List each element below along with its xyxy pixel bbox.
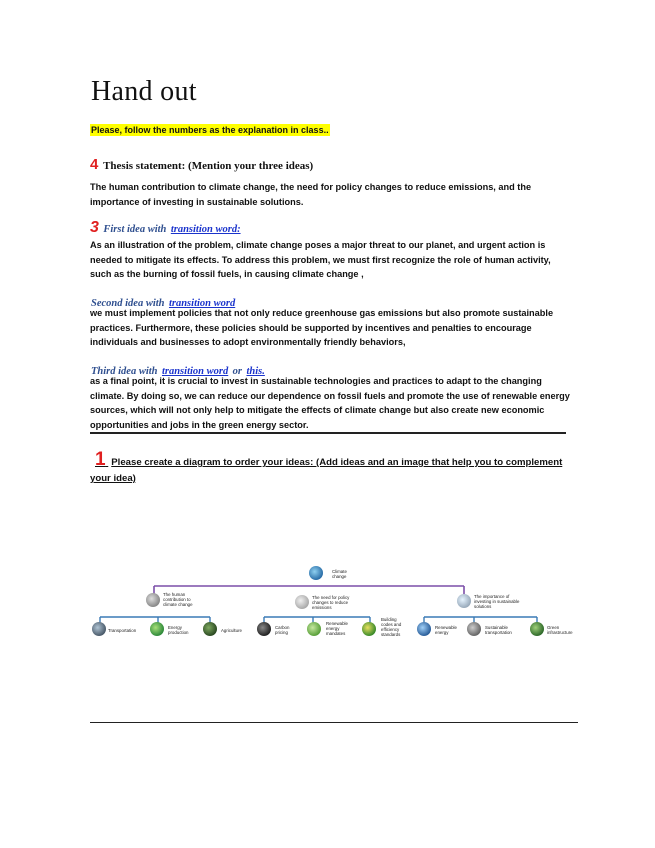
child-agriculture: Agriculture	[221, 628, 242, 633]
child-carbon-pricing: Carbon pricing	[275, 625, 290, 635]
green-infrastructure-icon	[530, 622, 544, 636]
renewable-energy-icon	[417, 622, 431, 636]
child-renewable-mandates: Renewable energy mandates	[326, 621, 348, 636]
diagram-heading-text: Please create a diagram to order your ideas: (Add ideas and an image that help you to complement your idea)	[90, 457, 563, 484]
bottom-divider	[90, 722, 578, 723]
branch-policy-icon	[295, 595, 309, 609]
section-divider	[90, 432, 566, 434]
child-building-codes: Building codes and efficiency standards	[381, 617, 402, 637]
thesis-text: The human contribution to climate change, the need for policy changes to reduce emissions, and the importance of investing in sustainable solutions.	[90, 182, 532, 207]
branch-label-2: The need for policy changes to reduce emissions	[312, 595, 350, 610]
child-energy-production: Energy production	[168, 625, 189, 635]
branch-label-3: The importance of investing in sustainable solutions	[474, 594, 520, 609]
thesis-heading-line	[90, 156, 313, 173]
branch-investing-icon	[457, 594, 471, 608]
thesis-number: 4	[90, 156, 99, 173]
instruction-highlight: Please, follow the numbers as the explanation in class..	[91, 125, 329, 135]
third-idea-link-2[interactable]: this.	[246, 366, 265, 377]
carbon-pricing-icon	[257, 622, 271, 636]
child-transportation: Transportation	[108, 628, 137, 633]
thesis-heading: Thesis statement: (Mention your three ideas)	[103, 160, 314, 172]
sustainable-transportation-icon	[467, 622, 481, 636]
second-idea-text: we must implement policies that not only reduce greenhouse gas emissions but also promote sustainable practices. Furthermore, these policies should be supported by incentives and penalties to encourage individuals and businesses to adopt environmentally friendly behaviors,	[90, 308, 554, 348]
energy-production-icon	[150, 622, 164, 636]
third-idea-text: as a final point, it is crucial to invest in sustainable technologies and practices to adapt to the changing climate. By doing so, we can reduce our dependence on fossil fuels and promote the use of renewable energy sources, which will not only help to mitigate the effects of climate change but also create new economic opportunities and jobs in the green energy sector.	[90, 376, 570, 430]
diagram-root-label: Climate change	[332, 569, 347, 579]
third-idea-link-1[interactable]: transition word	[161, 366, 229, 377]
first-idea-heading	[90, 219, 241, 237]
child-sustainable-transportation: Sustainable transportation	[485, 625, 512, 635]
third-idea-or: or	[232, 366, 243, 377]
diagram-heading	[90, 449, 570, 487]
first-idea-label: First idea with	[103, 224, 167, 235]
page-title: Hand out	[91, 76, 197, 107]
second-idea-link[interactable]: transition word	[168, 298, 236, 309]
child-green-infrastructure: Green infrastructure	[547, 625, 573, 635]
branch-human-icon	[146, 593, 160, 607]
transportation-icon	[92, 622, 106, 636]
branch-label-1: The human contribution to climate change	[163, 592, 193, 607]
first-idea-text: As an illustration of the problem, climate change poses a major threat to our planet, and urgent action is needed to mitigate its effects. To address this problem, we must first recognize the role of human activity, such as the burning of fossil fuels, in causing climate change ,	[90, 240, 551, 280]
diagram-number: 1	[95, 449, 106, 470]
first-idea-link[interactable]: transition word:	[170, 224, 241, 235]
root-globe-icon	[309, 566, 323, 580]
third-idea-label: Third idea with	[91, 366, 158, 377]
agriculture-icon	[203, 622, 217, 636]
building-codes-icon	[362, 622, 376, 636]
first-idea-number: 3	[90, 219, 99, 236]
child-renewable-energy: Renewable energy	[435, 625, 457, 635]
second-idea-label: Second idea with	[91, 298, 165, 309]
renewable-mandates-icon	[307, 622, 321, 636]
